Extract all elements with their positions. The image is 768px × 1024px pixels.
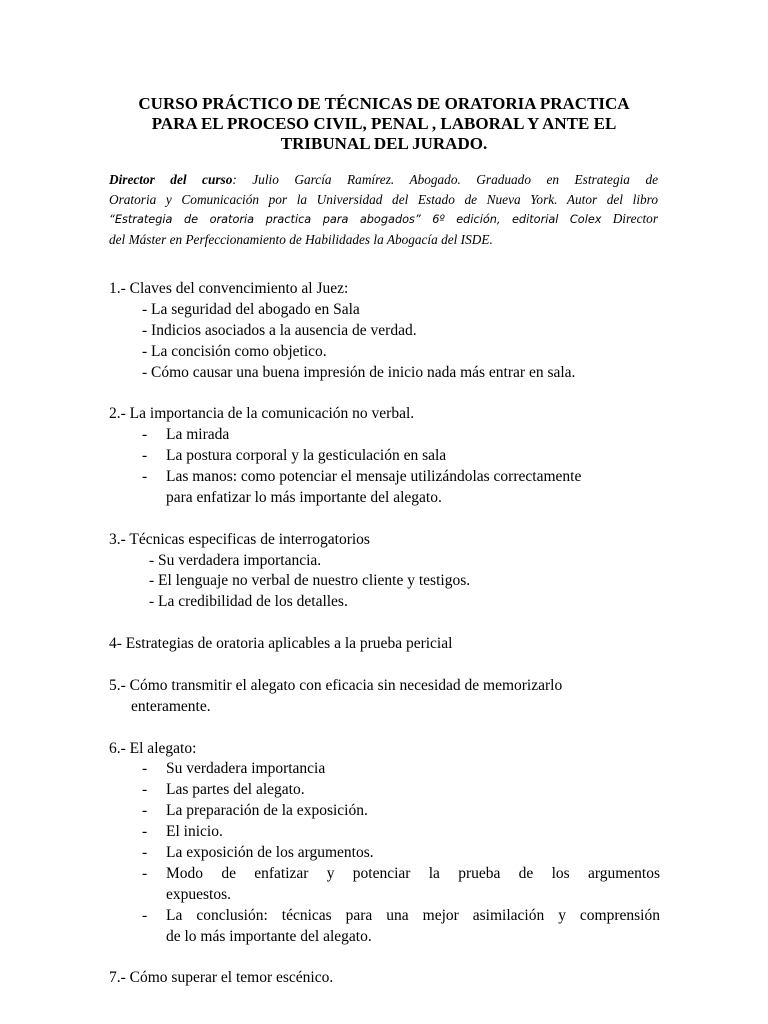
bullet-dash: - [142, 906, 148, 924]
section-7-heading: 7.- Cómo superar el temor escénico. [109, 969, 334, 987]
section-6-item [109, 822, 669, 843]
bullet-dash: - [142, 823, 148, 841]
section-6-item-text: Modo de enfatizar y potenciar la prueba de los argumentos [166, 864, 660, 882]
director-line-3-tail: Director [601, 211, 658, 226]
section-6-item-text: El inicio. [166, 823, 223, 841]
section-6-item [109, 759, 669, 780]
bullet-dash: - [142, 781, 148, 799]
bullet-dash: - [142, 760, 148, 778]
director-line-3 [109, 209, 658, 230]
spacer [109, 948, 669, 969]
spacer [109, 613, 669, 634]
section-3-heading: 3.- Técnicas especificas de interrogatorios [109, 530, 370, 548]
section-3-item: - Su verdadera importancia. [149, 551, 322, 569]
section-6-item-text: La conclusión: técnicas para una mejor asimilación y comprensión [166, 906, 660, 924]
director-line-1 [109, 170, 658, 190]
section-3-item: - El lenguaje no verbal de nuestro cliente y testigos. [149, 572, 471, 590]
section-2-item [109, 425, 669, 446]
section-1-item: - La seguridad del abogado en Sala [142, 300, 360, 318]
title-line-2: PARA EL PROCESO CIVIL, PENAL , LABORAL Y ANTE EL [151, 114, 617, 133]
section-5-heading: 5.- Cómo transmitir el alegato con eficacia sin necesidad de memorizarlo [109, 676, 563, 694]
course-contents [109, 279, 669, 989]
director-line-2: Oratoria y Comunicación por la Universidad del Estado de Nueva York. Autor del libro [109, 191, 658, 207]
section-6-item [109, 843, 669, 864]
section-1-item: - Cómo causar una buena impresión de inicio nada más entrar en sala. [142, 363, 576, 381]
document-title [100, 94, 668, 154]
section-2-item-text: La postura corporal y la gesticulación en sala [166, 447, 447, 465]
section-4-heading: 4- Estrategias de oratoria aplicables a la prueba pericial [109, 635, 453, 653]
section-3-item: - La credibilidad de los detalles. [149, 593, 348, 611]
spacer [109, 718, 669, 739]
section-1-heading: 1.- Claves del convencimiento al Juez: [109, 280, 349, 297]
section-5-continuation: enteramente. [131, 697, 211, 715]
director-name-text: Julio García Ramírez. Abogado. Graduado en Estrategia de [236, 172, 658, 187]
section-6-item-continuation: de lo más importante del alegato. [166, 927, 372, 945]
section-2-item-text: La mirada [166, 426, 230, 444]
section-6-item [109, 864, 669, 885]
section-2-item-continuation: para enfatizar lo más importante del alegato. [166, 488, 442, 506]
director-paragraph [109, 170, 658, 249]
section-6-heading: 6.- El alegato: [109, 739, 197, 757]
book-title: “Estrategia de oratoria practica para abogados” 6º edición, editorial Colex [109, 213, 602, 226]
spacer [109, 655, 669, 676]
bullet-dash: - [142, 864, 148, 882]
section-1-item: - La concisión como objetico. [142, 342, 327, 360]
director-colon: : [232, 172, 237, 187]
section-2-item-text: Las manos: como potenciar el mensaje utilizándolas correctamente [166, 468, 582, 486]
spacer [109, 383, 669, 404]
section-6-item-text: Las partes del alegato. [166, 781, 305, 799]
section-6-item [109, 906, 669, 927]
bullet-dash: - [142, 844, 148, 862]
section-6-item-text: La preparación de la exposición. [166, 802, 368, 820]
section-1-item: - Indicios asociados a la ausencia de verdad. [142, 321, 417, 339]
bullet-dash: - [142, 426, 148, 444]
director-label: Director del curso [109, 172, 233, 187]
section-6-item-continuation: expuestos. [166, 885, 232, 903]
title-line-3: TRIBUNAL DEL JURADO. [280, 134, 488, 153]
section-2-item [109, 467, 669, 488]
title-line-1: CURSO PRÁCTICO DE TÉCNICAS DE ORATORIA PRACTICA [138, 94, 630, 113]
section-6-item [109, 801, 669, 822]
director-line-4: del Máster en Perfeccionamiento de Habilidades la Abogacía del ISDE. [109, 231, 493, 247]
section-2-item [109, 446, 669, 467]
section-6-item [109, 780, 669, 801]
section-6-item-text: La exposición de los argumentos. [166, 844, 374, 862]
bullet-dash: - [142, 802, 148, 820]
bullet-dash: - [142, 468, 148, 486]
spacer [109, 509, 669, 530]
section-6-item-text: Su verdadera importancia [166, 760, 326, 778]
bullet-dash: - [142, 447, 148, 465]
section-2-heading: 2.- La importancia de la comunicación no verbal. [109, 405, 415, 423]
